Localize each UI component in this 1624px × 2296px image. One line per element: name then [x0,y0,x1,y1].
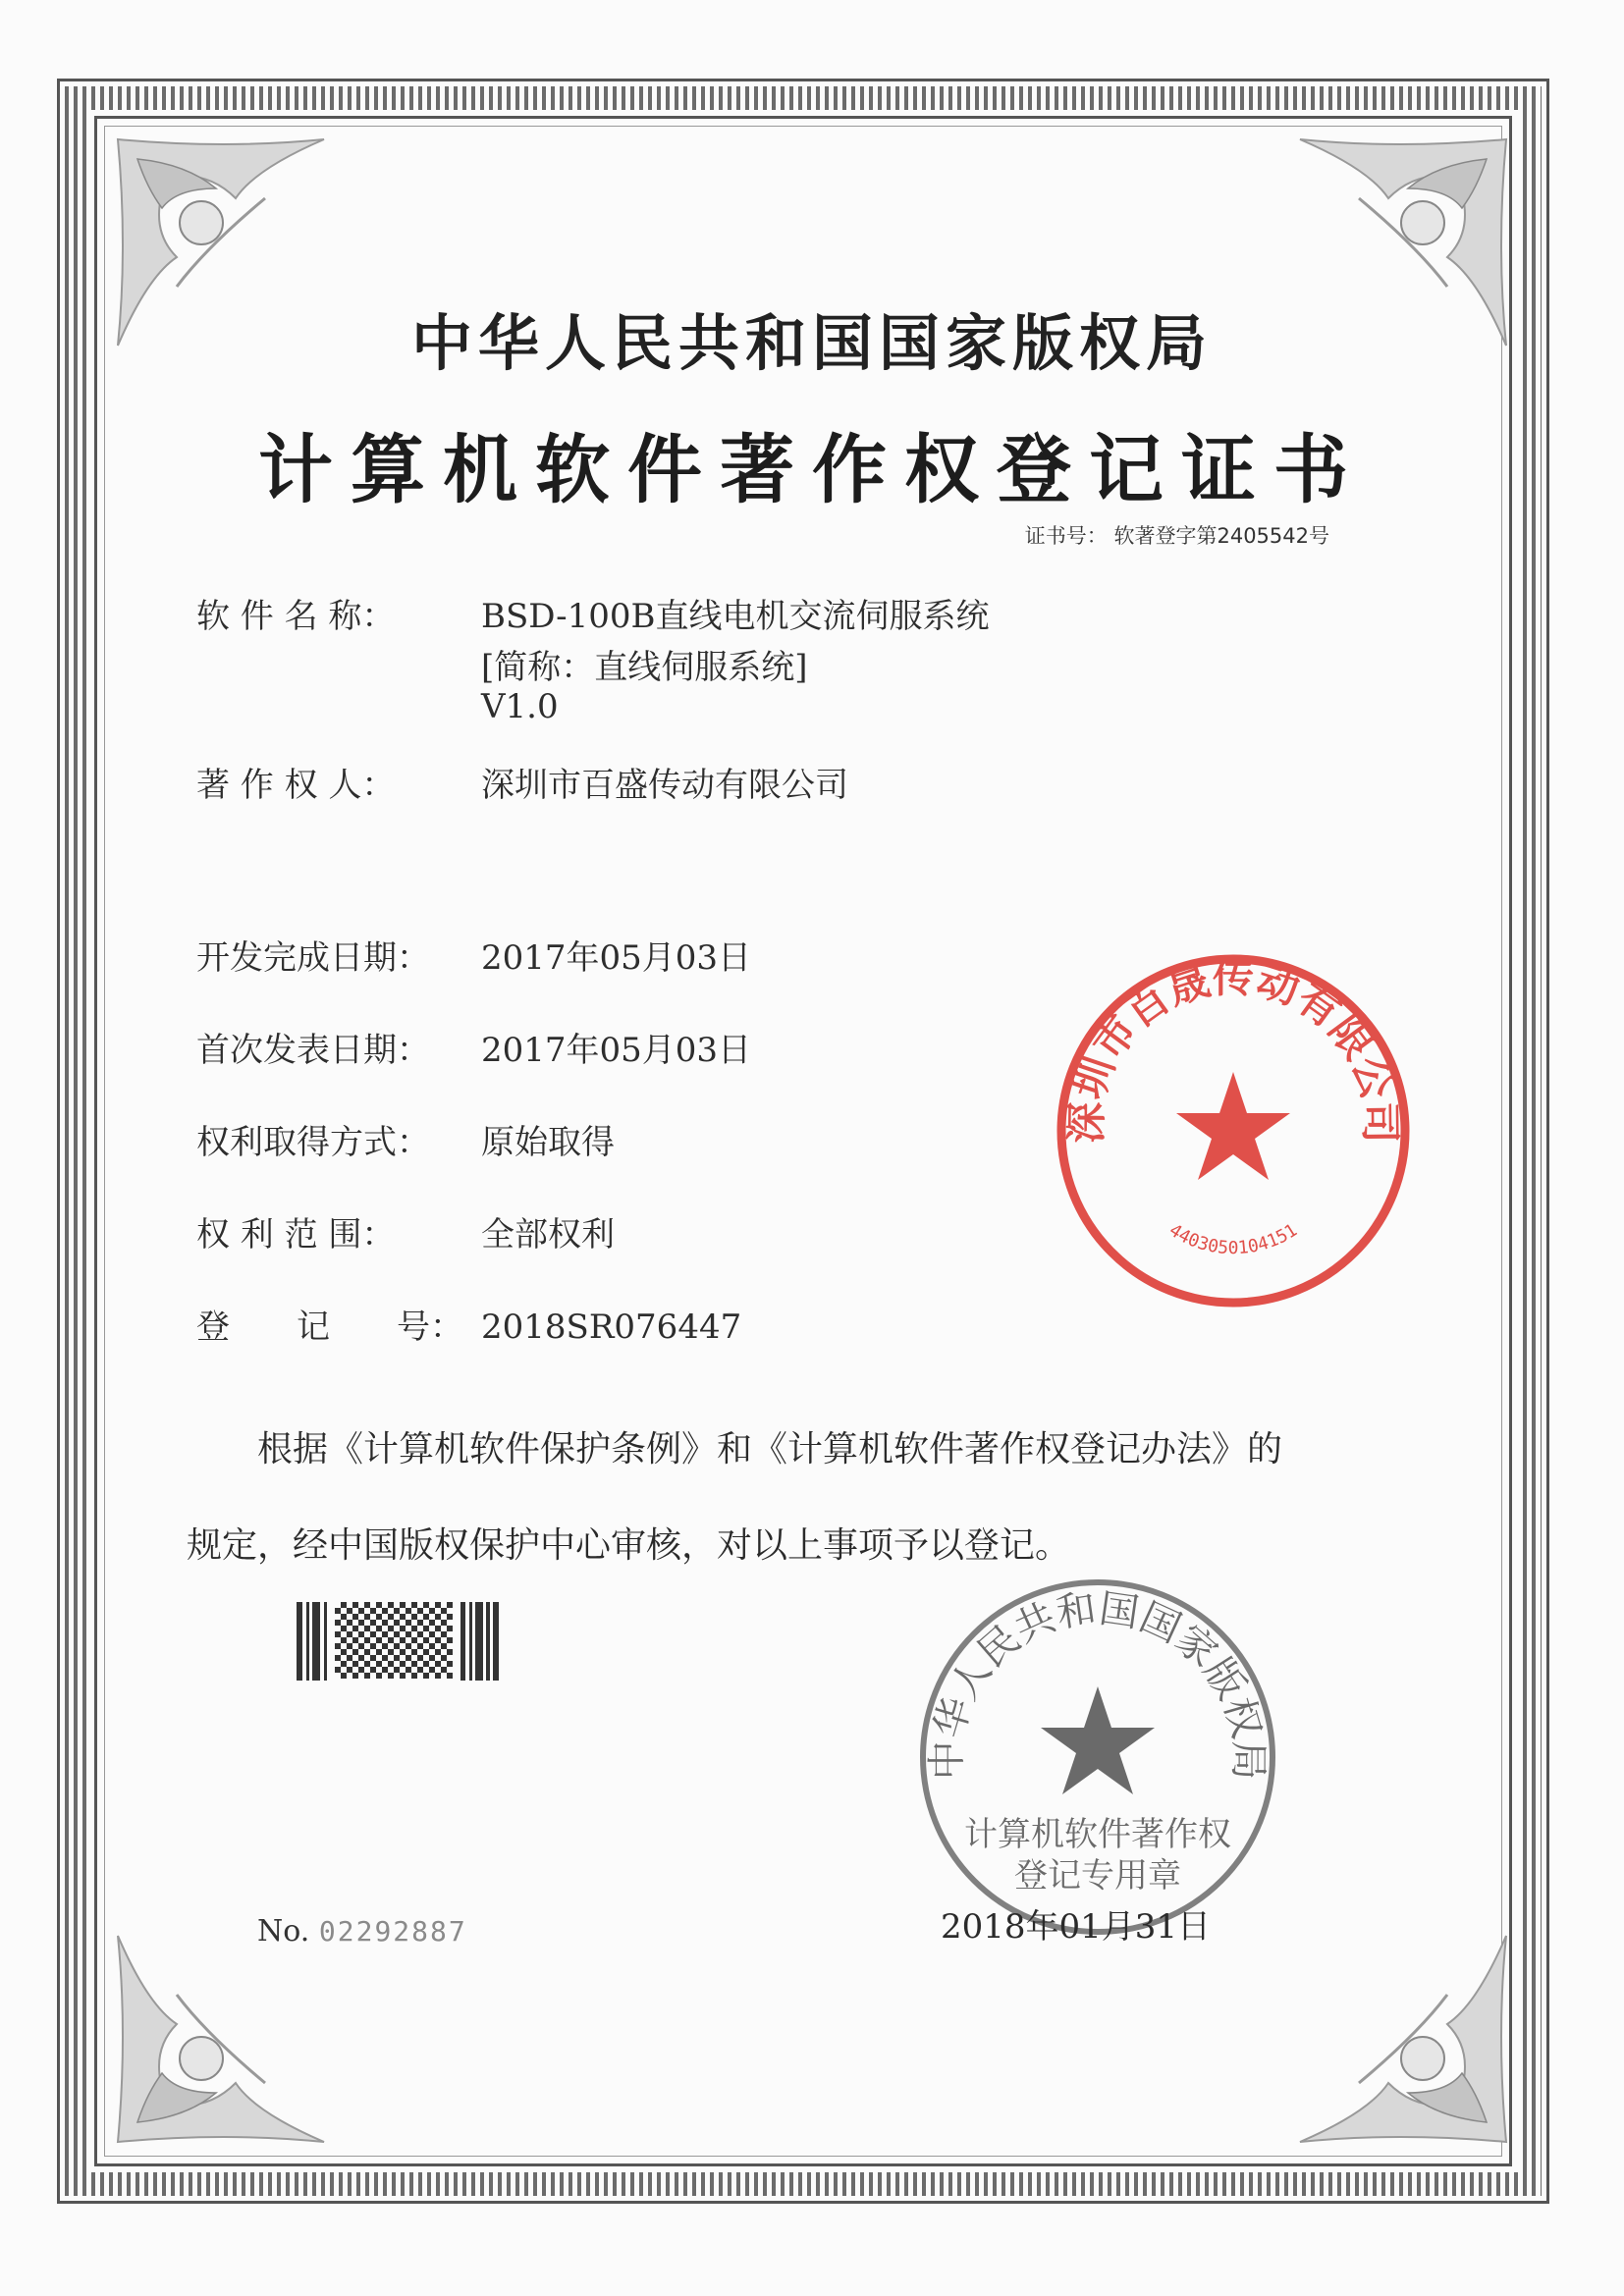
registration-label: 登 记 号： [196,1308,463,1347]
serial-value: 02292887 [318,1915,467,1948]
copyright-holder-row [196,758,848,806]
dev-date-label: 开发完成日期： [196,938,430,978]
software-name-label: 软 件 名 称： [196,597,396,636]
copyright-holder-value: 深圳市百盛传动有限公司 [481,766,848,805]
serial-number [257,1914,467,1949]
pub-date-label: 首次发表日期： [196,1031,430,1070]
statement-line-2: 规定，经中国版权保护中心审核，对以上事项予以登记。 [187,1525,1071,1566]
scope-row [196,1207,615,1255]
corner-ornament-icon [1290,1926,1516,2152]
registration-row [196,1300,741,1348]
pub-date-value: 2017年05月03日 [481,1031,752,1070]
company-seal-code: 4403050104151 [1165,1219,1301,1259]
acquire-value: 原始取得 [481,1123,615,1162]
scope-label: 权 利 范 围： [196,1215,396,1255]
svg-text:4403050104151 [1165,1220,1301,1258]
pub-date-row [196,1023,751,1071]
software-version: V1.0 [481,687,559,726]
statement-line-1: 根据《计算机软件保护条例》和《计算机软件著作权登记办法》的 [257,1429,1283,1469]
official-seal-line-2: 登记专用章 [1014,1856,1181,1896]
issue-date: 2018年01月31日 [941,1907,1212,1947]
dev-date-row [196,931,751,979]
issuer-title: 中华人民共和国国家版权局 [410,307,1213,379]
official-seal-line-1: 计算机软件著作权 [964,1815,1231,1854]
registration-number: 2018SR076447 [481,1308,742,1347]
corner-ornament-icon [108,1926,334,2152]
barcode-icon [297,1602,520,1681]
company-seal-icon [1047,944,1420,1317]
serial-prefix: No. [257,1914,310,1949]
software-name-row [196,589,990,637]
copyright-holder-label: 著 作 权 人： [196,766,396,805]
software-short-name: [简称：直线伺服系统] [481,648,808,687]
certificate-title: 计算机软件著作权登记证书 [258,426,1366,513]
software-name-value: BSD-100B直线电机交流伺服系统 [481,597,990,636]
company-seal-name: 深圳市百晟传动有限公司 [1061,953,1405,1144]
official-seal-name: 中华人民共和国国家版权局 [924,1585,1272,1781]
acquire-row [196,1115,615,1163]
official-seal-icon [911,1571,1284,1944]
dev-date-value: 2017年05月03日 [481,938,752,978]
scope-value: 全部权利 [481,1215,615,1255]
acquire-label: 权利取得方式： [196,1123,430,1162]
certificate-number: 证书号： 软著登字第2405542号 [1024,524,1329,548]
